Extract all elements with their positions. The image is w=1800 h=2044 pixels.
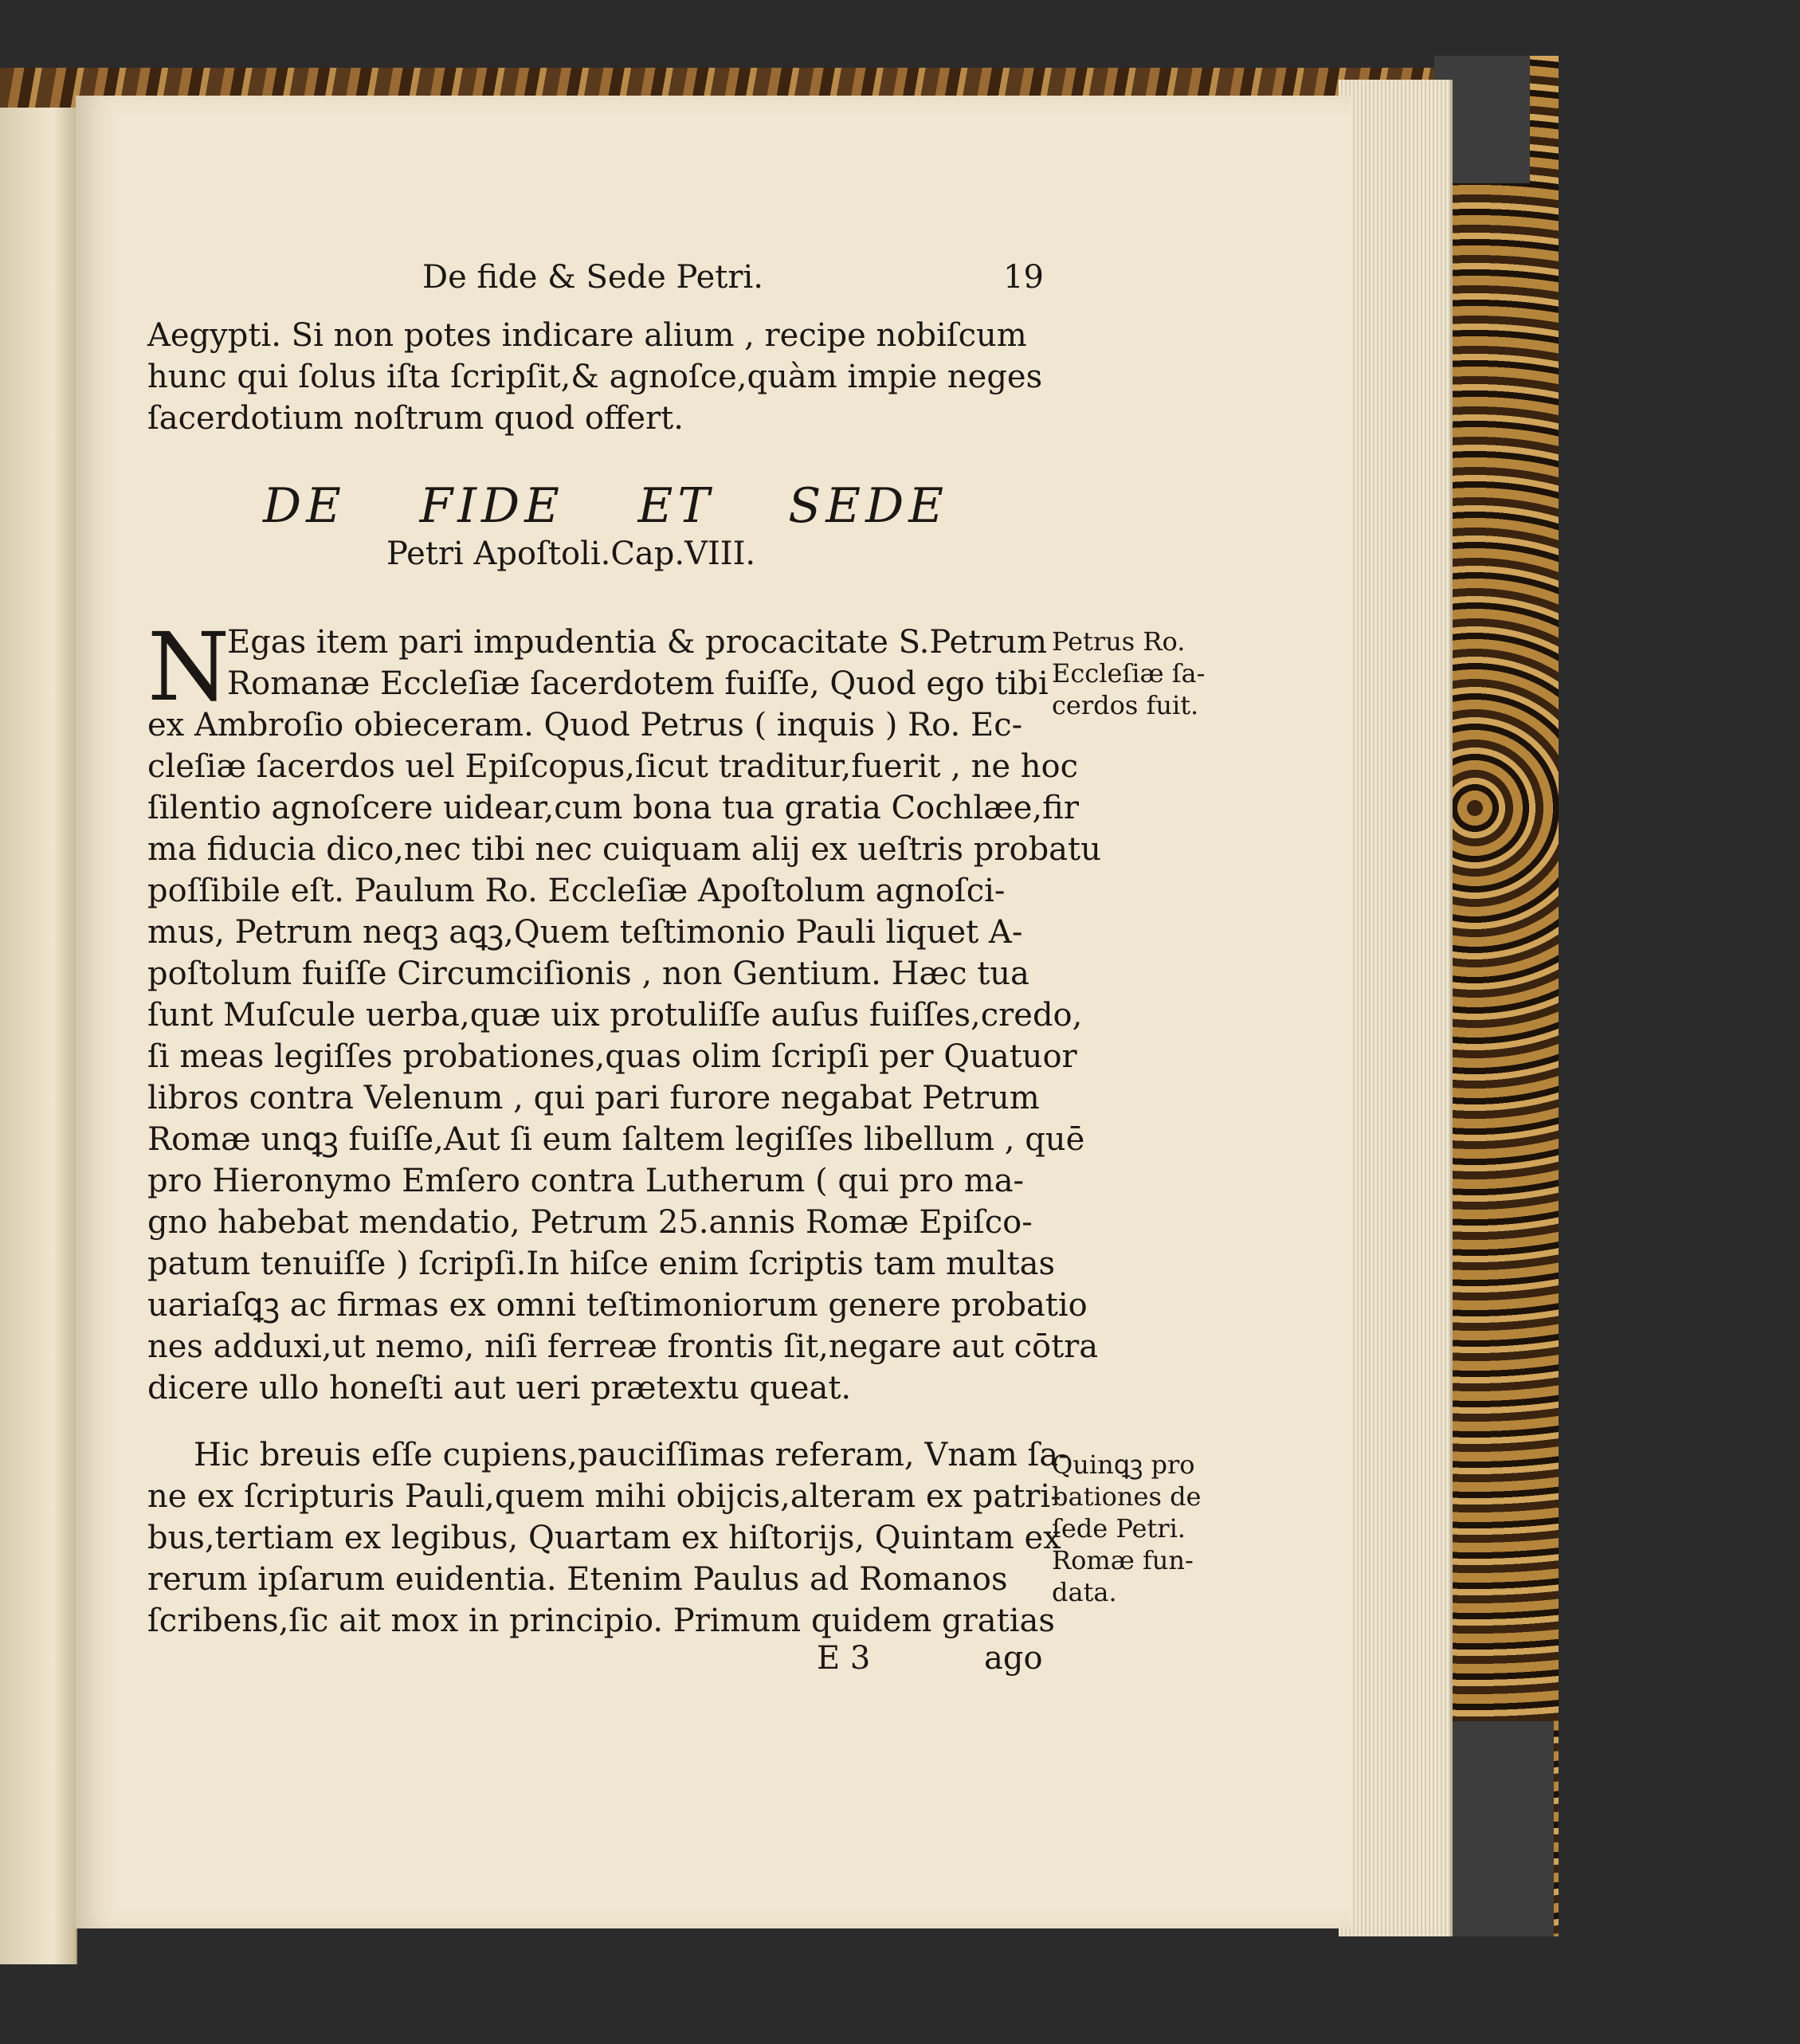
text-line: gno habebat mendatio, Petrum 25.annis Romæ Epiſco- (147, 1204, 1033, 1241)
note-line: Romæ fun- (1052, 1545, 1194, 1575)
note-line: Quinꝗꝫ pro (1052, 1450, 1195, 1480)
text-line: dicere ullo honeſti aut ueri prætextu queat. (147, 1370, 852, 1406)
text-line: mus, Petrum neqꝫ aꝗꝫ,Quem teſtimonio Pauli liquet A- (147, 914, 1023, 951)
note-line: cerdos fuit. (1052, 690, 1199, 720)
text-line: rerum ipſarum euidentia. Etenim Paulus ad Romanos (147, 1561, 1008, 1598)
running-header (422, 259, 1044, 307)
text-line: hunc qui ſolus iſta ſcripſit,& agnoſce,quàm impie neges (147, 359, 1043, 395)
note-line: Eccleſiæ ſa- (1052, 658, 1206, 689)
text-line: ſilentio agnoſcere uidear,cum bona tua gratia Cochlæe,fir (147, 790, 1079, 826)
intro-paragraph (147, 315, 1048, 439)
paragraph-1-indented (227, 622, 1048, 704)
marginal-note (1052, 626, 1219, 721)
marbled-cover (1434, 56, 1559, 1936)
text-line: ſacerdotium noſtrum quod offert. (147, 400, 684, 437)
chapter-heading (263, 478, 948, 534)
text-line: Romæ unꝗꝫ fuiſſe,Aut ſi eum ſaltem legiſſes libellum , quē (147, 1121, 1085, 1158)
facing-page-edge (0, 108, 77, 1964)
text-line: Aegypti. Si non potes indicare alium , recipe nobiſcum (147, 317, 1027, 354)
drop-capital: N (147, 612, 230, 722)
text-line: poſtolum fuiſſe Circumciſionis , non Gentium. Hæc tua (147, 955, 1029, 992)
text-line: ma fiducia dico,nec tibi nec cuiquam alij ex ueſtris probatu (147, 831, 1101, 868)
signature-mark: E 3 (817, 1640, 871, 1677)
text-line: uariaſꝗꝫ ac firmas ex omni teſtimoniorum genere probatio (147, 1287, 1088, 1324)
page-edges (1339, 80, 1453, 1936)
text-line: bus,tertiam ex legibus, Quartam ex hiſtorijs, Quintam ex (147, 1520, 1061, 1556)
note-line: ſede Petri. (1052, 1513, 1186, 1544)
text-line: ſunt Muſcule uerba,quæ uix protuliſſe auſus fuiſſes,credo, (147, 997, 1083, 1034)
text-line: ſi meas legiſſes probationes,quas olim ſcripſi per Quatuor (147, 1038, 1077, 1075)
catchword: ago (984, 1640, 1043, 1677)
text-line: ex Ambroſio obieceram. Quod Petrus ( inquis ) Ro. Ec- (147, 707, 1023, 743)
text-line: nes adduxi,ut nemo, niſi ferreæ frontis ſit,negare aut cōtra (147, 1328, 1099, 1365)
text-line: cleſiæ ſacerdos uel Epiſcopus,ſicut traditur,fuerit , ne hoc (147, 748, 1079, 785)
note-line: bationes de (1052, 1481, 1202, 1512)
heading-word: FIDE (419, 478, 564, 534)
heading-word: DE (263, 478, 346, 534)
text-line: patum tenuiſſe ) ſcripſi.In hiſce enim ſcriptis tam multas (147, 1246, 1055, 1282)
chapter-subheading: Petri Apoſtoli.Cap.VIII. (386, 536, 756, 572)
marginal-note (1052, 1449, 1219, 1608)
paragraph-1 (147, 704, 1101, 1409)
running-title: De fide & Sede Petri. (422, 259, 764, 296)
heading-word: ET (637, 478, 715, 534)
text-line: pro Hieronymo Emſero contra Lutherum ( qui pro ma- (147, 1163, 1025, 1199)
note-line: Petrus Ro. (1052, 626, 1186, 657)
text-line: poſſibile eſt. Paulum Ro. Eccleſiæ Apoſtolum agnoſci- (147, 873, 1006, 909)
paragraph-2 (147, 1434, 1069, 1642)
page-number: 19 (1003, 259, 1044, 296)
text-line: Egas item pari impudentia & procacitate S.Petrum (227, 624, 1048, 661)
text-line: ne ex ſcripturis Pauli,quem mihi obijcis,alteram ex patri- (147, 1478, 1061, 1515)
heading-word: SEDE (788, 478, 948, 534)
text-line: Romanæ Eccleſiæ ſacerdotem fuiſſe, Quod ego tibi (227, 665, 1049, 702)
text-line: Hic breuis eſſe cupiens,pauciſſimas referam, Vnam ſa- (194, 1437, 1069, 1473)
text-line: ſcribens,ſic ait mox in principio. Primum quidem gratias (147, 1603, 1055, 1639)
note-line: data. (1052, 1577, 1117, 1607)
text-line: libros contra Velenum , qui pari furore negabat Petrum (147, 1080, 1040, 1116)
